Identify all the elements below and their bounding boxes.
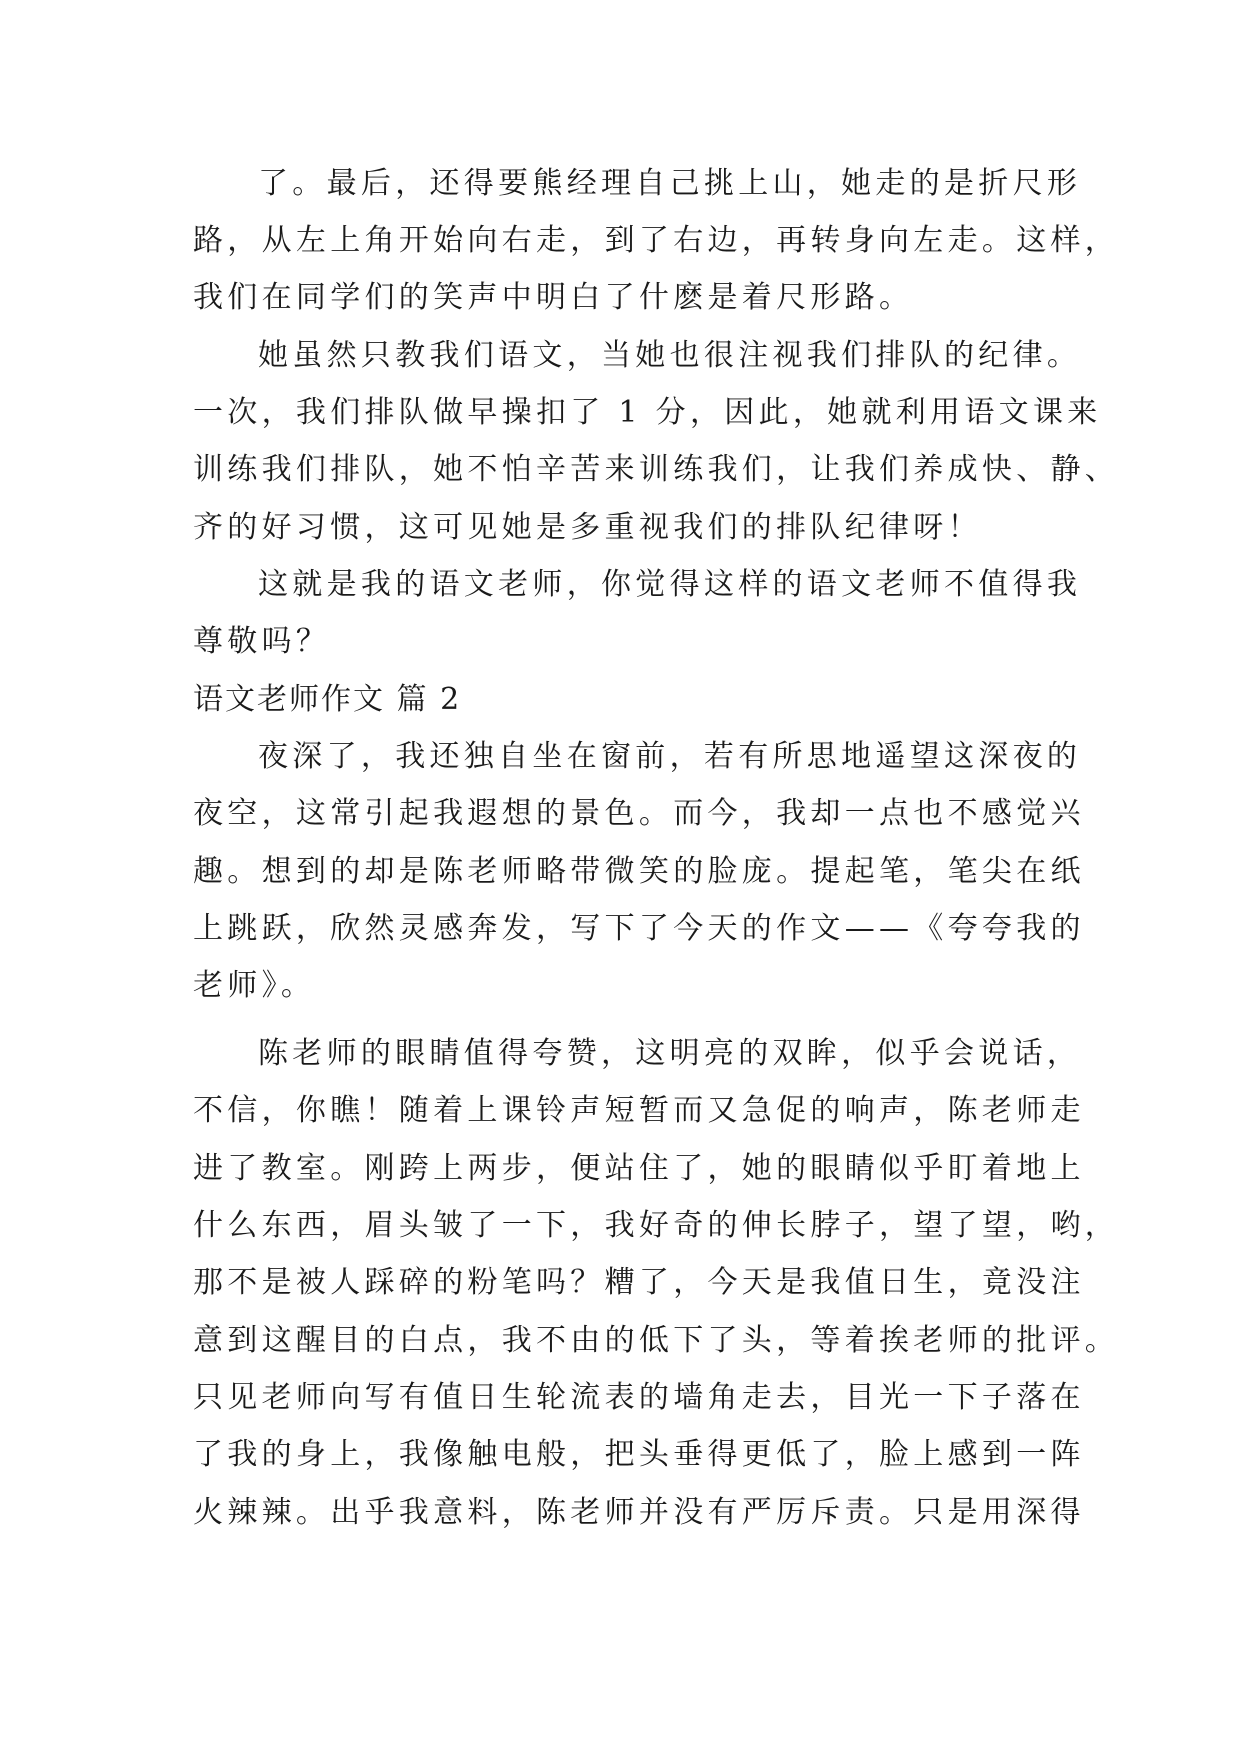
- text-line: 进了教室。刚跨上两步，便站住了，她的眼睛似乎盯着地上: [193, 1151, 1085, 1186]
- text-line: 一次，我们排队做早操扣了 1 分，因此，她就利用语文课来: [193, 395, 1102, 430]
- text-line: 趣。想到的却是陈老师略带微笑的脸庞。提起笔，笔尖在纸: [193, 854, 1085, 889]
- text-line: 尊敬吗？: [193, 624, 331, 659]
- text-line: 意到这醒目的白点，我不由的低下了头，等着挨老师的批评。: [193, 1323, 1120, 1358]
- text-line: 了我的身上，我像触电般，把头垂得更低了，脸上感到一阵: [193, 1437, 1085, 1472]
- text-line: 夜深了，我还独自坐在窗前，若有所思地遥望这深夜的: [258, 739, 1082, 774]
- text-line: 训练我们排队，她不怕辛苦来训练我们，让我们养成快、静、: [193, 452, 1120, 487]
- section-heading: 语文老师作文 篇 2: [193, 682, 462, 717]
- text-line: 上跳跃，欣然灵感奔发，写下了今天的作文——《夸夸我的: [193, 911, 1085, 946]
- text-line: 那不是被人踩碎的粉笔吗？糟了，今天是我值日生，竟没注: [193, 1265, 1085, 1300]
- text-line: 只见老师向写有值日生轮流表的墙角走去，目光一下子落在: [193, 1380, 1085, 1415]
- text-line: 她虽然只教我们语文，当她也很注视我们排队的纪律。: [258, 338, 1082, 373]
- text-line: 这就是我的语文老师，你觉得这样的语文老师不值得我: [258, 567, 1082, 602]
- text-line: 不信，你瞧！随着上课铃声短暂而又急促的响声，陈老师走: [193, 1093, 1085, 1128]
- text-line: 我们在同学们的笑声中明白了什麽是着尺形路。: [193, 280, 914, 315]
- text-line: 夜空，这常引起我遐想的景色。而今，我却一点也不感觉兴: [193, 796, 1085, 831]
- text-line: 火辣辣。出乎我意料，陈老师并没有严厉斥责。只是用深得: [193, 1495, 1085, 1530]
- text-line: 陈老师的眼睛值得夸赞，这明亮的双眸，似乎会说话，: [258, 1036, 1082, 1071]
- text-line: 齐的好习惯，这可见她是多重视我们的排队纪律呀！: [193, 510, 982, 545]
- text-line: 路，从左上角开始向右走，到了右边，再转身向左走。这样，: [193, 223, 1120, 258]
- text-line: 了。最后，还得要熊经理自己挑上山，她走的是折尺形: [258, 166, 1082, 201]
- text-line: 老师》。: [193, 968, 316, 1003]
- text-line: 什么东西，眉头皱了一下，我好奇的伸长脖子，望了望，哟，: [193, 1208, 1120, 1243]
